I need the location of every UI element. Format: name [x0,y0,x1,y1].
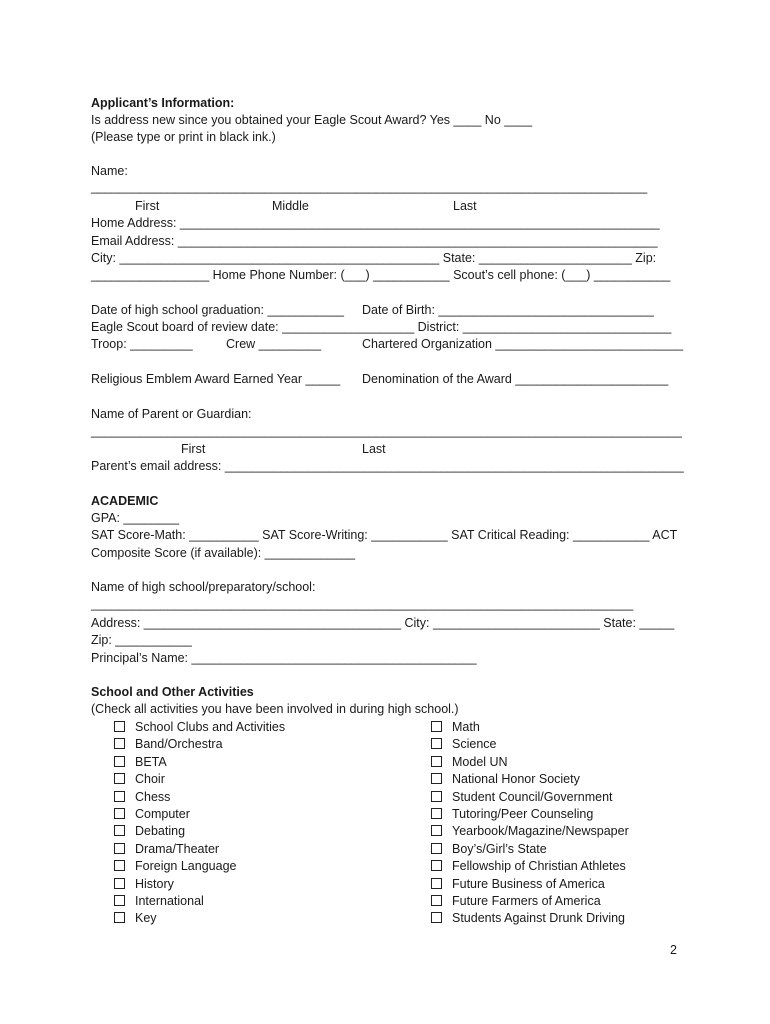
activity-checkbox-item[interactable] [114,771,165,788]
activity-checkbox-item[interactable] [431,806,593,823]
activity-label: Tutoring/Peer Counseling [452,807,594,821]
name-last-caption: Last [453,199,477,213]
checkbox[interactable] [114,825,125,836]
activity-checkbox-item[interactable] [431,858,626,875]
hs-graduation-field[interactable]: Date of high school graduation: ___________ [91,303,344,317]
activity-checkbox-item[interactable] [431,876,605,893]
checkbox[interactable] [114,756,125,767]
activity-checkbox-item[interactable] [431,754,508,771]
activity-checkbox-item[interactable] [114,754,167,771]
address-new-question[interactable]: Is address new since you obtained your Eagle Scout Award? Yes ____ No ____ [91,113,533,127]
chartered-org-field[interactable]: Chartered Organization ___________________________ [362,337,684,351]
checkbox[interactable] [114,791,125,802]
activity-checkbox-item[interactable] [114,841,219,858]
city-state-zip-field[interactable]: City: ______________________________________________ State: ______________________ Zip: [91,251,657,265]
activity-label: National Honor Society [452,772,580,787]
activity-label: BETA [135,754,167,769]
email-address-field[interactable]: Email Address: _____________________________________________________________________ [91,234,658,248]
page-number: 2 [670,943,677,957]
sat-scores-field[interactable]: SAT Score-Math: __________ SAT Score-Writing: ___________ SAT Critical Reading: ___________ ACT [91,528,678,542]
activity-label: School Clubs and Activities [135,720,286,734]
activity-checkbox-item[interactable] [114,858,236,875]
activity-label: Foreign Language [135,859,237,874]
board-review-district-field[interactable]: Eagle Scout board of review date: ___________________ District: ______________________________ [91,320,672,334]
parent-label: Name of Parent or Guardian: [91,407,252,421]
religious-emblem-field[interactable]: Religious Emblem Award Earned Year _____ [91,372,341,386]
activity-label: History [135,876,174,891]
checkbox[interactable] [114,878,125,889]
checkbox[interactable] [114,808,125,819]
checkbox[interactable] [114,738,125,749]
activity-checkbox-item[interactable] [114,893,204,910]
checkbox[interactable] [114,773,125,784]
parent-email-field[interactable]: Parent’s email address: __________________________________________________________________ [91,459,684,473]
troop-field[interactable]: Troop: _________ [91,337,193,351]
checkbox[interactable] [431,878,442,889]
activity-checkbox-item[interactable] [431,823,629,840]
activities-instruction: (Check all activities you have been involved in during high school.) [91,702,459,716]
activity-label: Math [452,720,480,734]
name-first-caption: First [135,199,160,213]
activity-label: Choir [135,772,165,787]
activity-checkbox-item[interactable] [114,736,223,753]
gpa-field[interactable]: GPA: ________ [91,511,180,525]
checkbox[interactable] [431,738,442,749]
academic-heading: ACADEMIC [91,494,159,508]
activity-checkbox-item[interactable] [431,841,547,858]
activity-label: Student Council/Government [452,789,613,804]
activity-checkbox-item[interactable] [114,789,170,806]
name-field[interactable]: ________________________________________________________________________________ [91,180,648,194]
checkbox[interactable] [431,912,442,923]
activity-label: International [135,894,204,908]
activity-label: Key [135,911,157,926]
activity-label: Future Farmers of America [452,894,601,908]
activity-checkbox-item[interactable] [431,893,601,910]
phone-field[interactable]: _________________ Home Phone Number: (___) ___________ Scout’s cell phone: (___) ___________ [91,268,671,282]
checkbox[interactable] [114,843,125,854]
applicant-heading: Applicant’s Information: [91,96,235,110]
school-name-label: Name of high school/preparatory/school: [91,580,316,594]
activity-checkbox-item[interactable] [114,823,185,840]
activity-label: Model UN [452,754,508,769]
denomination-field[interactable]: Denomination of the Award ______________________ [362,372,669,386]
checkbox[interactable] [431,895,442,906]
activity-label: Computer [135,807,190,821]
activity-checkbox-item[interactable] [114,876,174,893]
ink-note: (Please type or print in black ink.) [91,130,276,144]
activity-checkbox-item[interactable] [114,806,190,823]
activity-label: Boy’s/Girl’s State [452,841,547,856]
activity-label: Science [452,737,497,752]
activity-checkbox-item[interactable] [114,910,157,927]
checkbox[interactable] [431,843,442,854]
checkbox[interactable] [431,825,442,836]
parent-first-caption: First [181,442,206,456]
checkbox[interactable] [114,721,125,732]
checkbox[interactable] [431,756,442,767]
checkbox[interactable] [114,860,125,871]
checkbox[interactable] [431,791,442,802]
activities-heading: School and Other Activities [91,685,254,699]
activity-checkbox-item[interactable] [431,771,580,788]
composite-score-field[interactable]: Composite Score (if available): _____________ [91,546,356,560]
activity-label: Students Against Drunk Driving [452,911,626,926]
activity-checkbox-item[interactable] [431,789,613,806]
crew-field[interactable]: Crew _________ [226,337,322,351]
parent-name-field[interactable]: _____________________________________________________________________________________ [91,424,682,438]
activity-checkbox-item[interactable] [114,719,285,736]
activity-label: Chess [135,789,171,804]
activity-checkbox-item[interactable] [431,736,496,753]
checkbox[interactable] [114,912,125,923]
checkbox[interactable] [431,808,442,819]
activity-checkbox-item[interactable] [431,719,480,736]
checkbox[interactable] [431,773,442,784]
school-name-field[interactable]: ______________________________________________________________________________ [91,597,634,611]
activity-checkbox-item[interactable] [431,910,625,927]
checkbox[interactable] [431,721,442,732]
name-label: Name: [91,164,128,178]
principal-name-field[interactable]: Principal’s Name: _________________________________________ [91,651,477,665]
name-middle-caption: Middle [272,199,309,213]
checkbox[interactable] [431,860,442,871]
activity-label: Band/Orchestra [135,737,223,752]
activity-label: Yearbook/Magazine/Newspaper [452,824,629,839]
parent-last-caption: Last [362,442,386,456]
home-address-field[interactable]: Home Address: _____________________________________________________________________ [91,216,660,230]
dob-field[interactable]: Date of Birth: _______________________________ [362,303,654,317]
activity-label: Drama/Theater [135,841,220,856]
checkbox[interactable] [114,895,125,906]
activity-label: Fellowship of Christian Athletes [452,859,626,874]
school-zip-field[interactable]: Zip: ___________ [91,633,192,647]
school-address-field[interactable]: Address: _____________________________________ City: ________________________ State: _____ [91,616,675,630]
activity-label: Debating [135,824,186,839]
activity-label: Future Business of America [452,876,605,891]
